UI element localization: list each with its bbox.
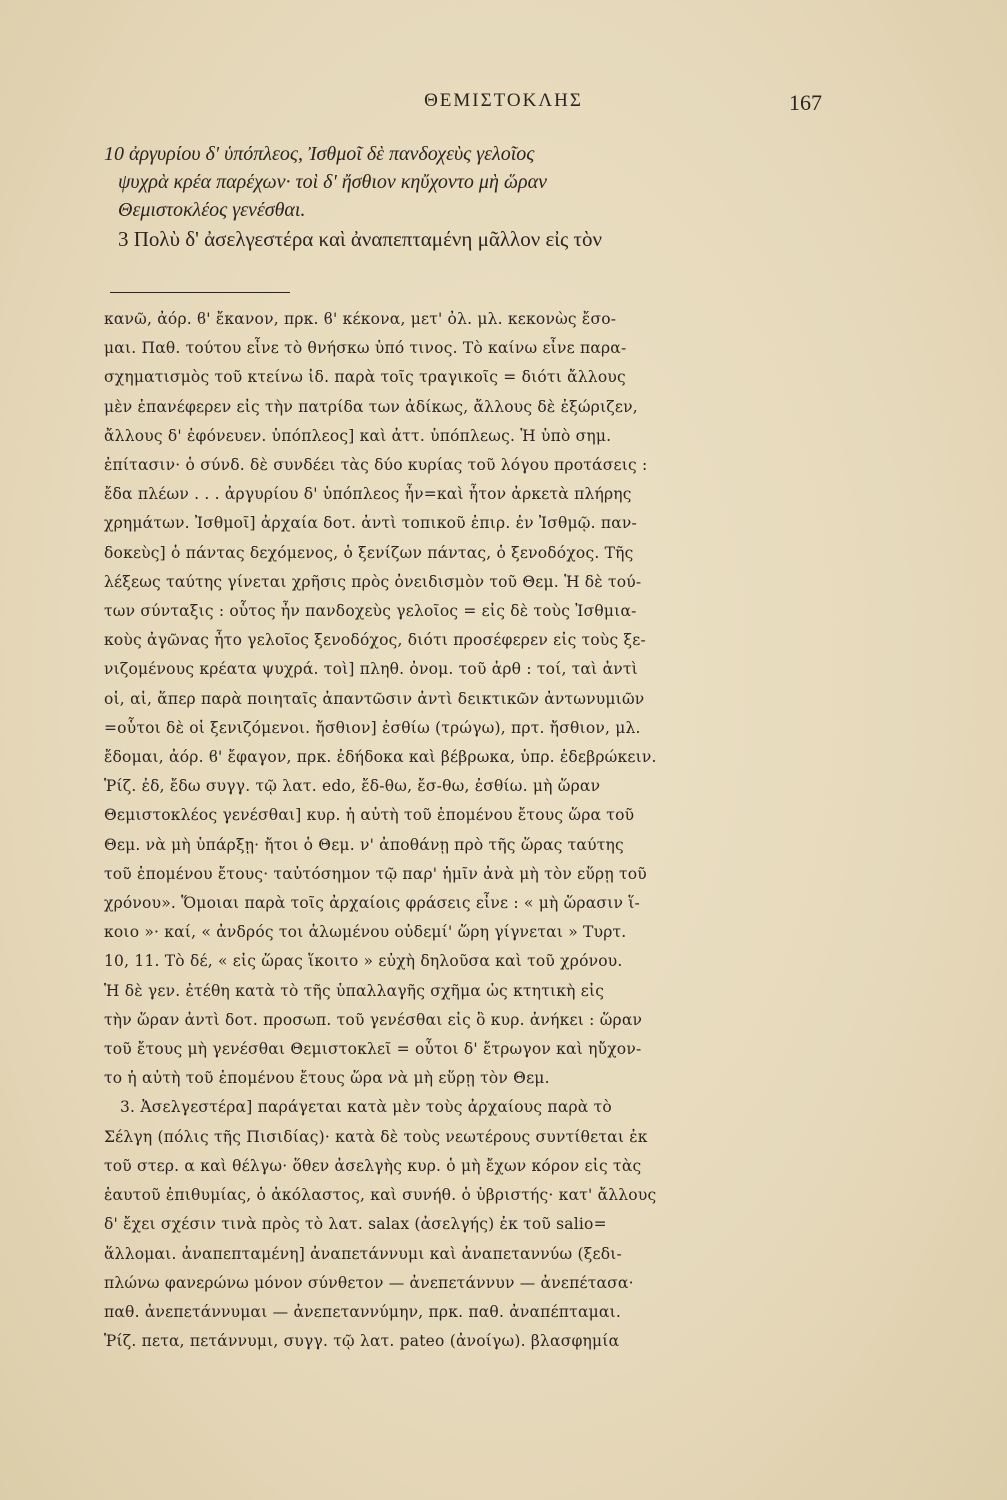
note-line: πλώνω φανερώνω μόνον σύνθετον — ἀνεπετάννυν — ἀνεπέτασα· [104,1273,634,1292]
verse-block [104,140,844,254]
note-line: κοιο »· καί, « ἀνδρός τοι ἀλωμένου οὐδεμί' ὥρη γίγνεται » Τυρτ. [104,923,627,942]
note-line: παθ. ἀνεπετάννυμαι — ἀνεπεταννύμην, πρκ. παθ. ἀναπέπταμαι. [104,1302,621,1321]
note-line: χρημάτων. Ἰσθμοῖ] ἀρχαία δοτ. ἀντὶ τοπικοῦ ἐπιρ. ἐν Ἰσθμῷ. παν- [104,514,637,533]
note-line: νιζομένους κρέατα ψυχρά. τοὶ] πληθ. ὀνομ. τοῦ ἀρθ : τοί, ταὶ ἀντὶ [104,660,638,679]
note-line: ἔδα πλέων . . . ἀργυρίου δ' ὑπόπλεος ἦν=καὶ ἦτον ἀρκετὰ πλήρης [104,485,632,504]
footnote-rule [110,292,290,293]
note-line: ἔδομαι, ἀόρ. ϐ' ἔφαγον, πρκ. ἐδήδοκα καὶ βέβρωκα, ὑπρ. ἐδεβρώκειν. [104,748,657,767]
verse-line: 10 ἀργυρίου δ' ὑπόπλεος, Ἰσθμοῖ δὲ πανδοχεὺς γελοῖος [104,143,535,165]
note-line: Θεμ. νὰ μὴ ὑπάρξῃ· ἤτοι ὁ Θεμ. ν' ἀποθάνῃ πρὸ τῆς ὥρας ταύτης [104,835,624,854]
note-line: 10, 11. Τὸ δέ, « εἰς ὥρας ἵκοιτο » εὐχὴ δηλοῦσα καὶ τοῦ χρόνου. [104,952,623,971]
note-line: τοῦ στερ. α καὶ θέλγω· ὅθεν ἀσελγὴς κυρ. ὁ μὴ ἔχων κόρον εἰς τὰς [104,1156,642,1175]
note-line: τὴν ὥραν ἀντὶ δοτ. προσωπ. τοῦ γενέσθαι εἰς ὃ κυρ. ἀνήκει : ὥραν [104,1010,643,1029]
verse-line: ψυχρὰ κρέα παρέχων· τοὶ δ' ἤσθιον κηὔχοντο μὴ ὥραν [118,171,547,193]
verse-line: Θεμιστοκλέος γενέσθαι. [118,199,306,221]
note-line: ἄλλους δ' ἐφόνευεν. ὑπόπλεος] καὶ ἀττ. ὑπόπλεως. Ἡ ὑπὸ σημ. [104,426,612,445]
note-line: το ἡ αὐτὴ τοῦ ἑπομένου ἔτους ὥρα νὰ μὴ εὕρῃ τὸν Θεμ. [104,1069,550,1088]
page-header [0,90,1007,120]
note-line: των σύνταξις : οὗτος ἦν πανδοχεὺς γελοῖος = εἰς δὲ τοὺς Ἰσθμια- [104,602,637,621]
note-line: ἐπίτασιν· ὁ σύνδ. δὲ συνδέει τὰς δύο κυρίας τοῦ λόγου προτάσεις : [104,456,648,475]
note-line: λέξεως ταύτης γίνεται χρῆσις πρὸς ὀνειδισμὸν τοῦ Θεμ. Ἡ δὲ τού- [104,572,642,591]
note-line: Σέλγη (πόλις τῆς Πισιδίας)· κατὰ δὲ τοὺς νεωτέρους συντίθεται ἐκ [104,1127,648,1146]
note-line: Ῥίζ. πετα, πετάννυμι, συγγ. τῷ λατ. pateo (ἀνοίγω). βλασφημία [104,1332,620,1351]
note-line: κοὺς ἀγῶνας ἦτο γελοῖος ξενοδόχος, διότι προσέφερεν εἰς τοὺς ξε- [104,631,646,650]
note-line: δοκεὺς] ὁ πάντας δεχόμενος, ὁ ξενίζων πάντας, ὁ ξενοδόχος. Τῆς [104,543,634,562]
note-line: τοῦ ἑπομένου ἔτους· ταὐτόσημον τῷ παρ' ἡμῖν ἀνὰ μὴ τὸν εὕρῃ τοῦ [104,864,647,883]
prose-line: 3 Πολὺ δ' ἀσελγεστέρα καὶ ἀναπεπταμένη μᾶλλον εἰς τὸν [118,227,602,251]
note-line: ἅλλομαι. ἀναπεπταμένη] ἀναπετάννυμι καὶ ἀναπεταννύω (ξεδι- [104,1244,622,1263]
note-line: μαι. Παθ. τούτου εἶνε τὸ θνήσκω ὑπό τινος. Τὸ καίνω εἶνε παρα- [104,339,627,358]
commentary-notes [104,305,834,1356]
note-line: 3. Ἀσελγεστέρα] παράγεται κατὰ μὲν τοὺς ἀρχαίους παρὰ τὸ [120,1098,612,1117]
note-line: χρόνου». Ὅμοιαι παρὰ τοῖς ἀρχαίοις φράσεις εἶνε : « μὴ ὥρασιν ἵ- [104,894,640,913]
note-line: =οὗτοι δὲ οἱ ξενιζόμενοι. ἤσθιον] ἐσθίω (τρώγω), πρτ. ἤσθιον, μλ. [104,718,641,737]
note-line: δ' ἔχει σχέσιν τινὰ πρὸς τὸ λατ. salax (ἀσελγής) ἐκ τοῦ salio= [104,1215,607,1234]
note-line: οἱ, αἱ, ἅπερ παρὰ ποιηταῖς ἀπαντῶσιν ἀντὶ δεικτικῶν ἀντωνυμιῶν [104,689,645,708]
note-line: Ῥίζ. ἐδ, ἔδω συγγ. τῷ λατ. edo, ἔδ-θω, ἔσ-θω, ἐσθίω. μὴ ὥραν [104,777,601,796]
note-line: σχηματισμὸς τοῦ κτείνω ἰδ. παρὰ τοῖς τραγικοῖς = διότι ἄλλους [104,368,626,387]
note-line: μὲν ἐπανέφερεν εἰς τὴν πατρίδα των ἀδίκως, ἄλλους δὲ ἐξώριζεν, [104,397,638,416]
page-number: 167 [789,90,822,115]
note-line: Θεμιστοκλέος γενέσθαι] κυρ. ἡ αὐτὴ τοῦ ἑπομένου ἔτους ὥρα τοῦ [104,806,635,825]
note-line: ἑαυτοῦ ἐπιθυμίας, ὁ ἀκόλαστος, καὶ συνήθ. ὁ ὑβριστής· κατ' ἄλλους [104,1186,657,1205]
note-line: κανῶ, ἀόρ. ϐ' ἔκανον, πρκ. ϐ' κέκονα, μετ' ὀλ. μλ. κεκονὼς ἔσο- [104,310,617,328]
running-title: ΘΕΜΙΣΤΟΚΛΗΣ [424,90,583,111]
note-line: τοῦ ἔτους μὴ γενέσθαι Θεμιστοκλεῖ = οὗτοι δ' ἔτρωγον καὶ ηὔχον- [104,1040,642,1059]
note-line: Ἡ δὲ γεν. ἐτέθη κατὰ τὸ τῆς ὑπαλλαγῆς σχῆμα ὡς κτητικὴ εἰς [104,981,605,1000]
